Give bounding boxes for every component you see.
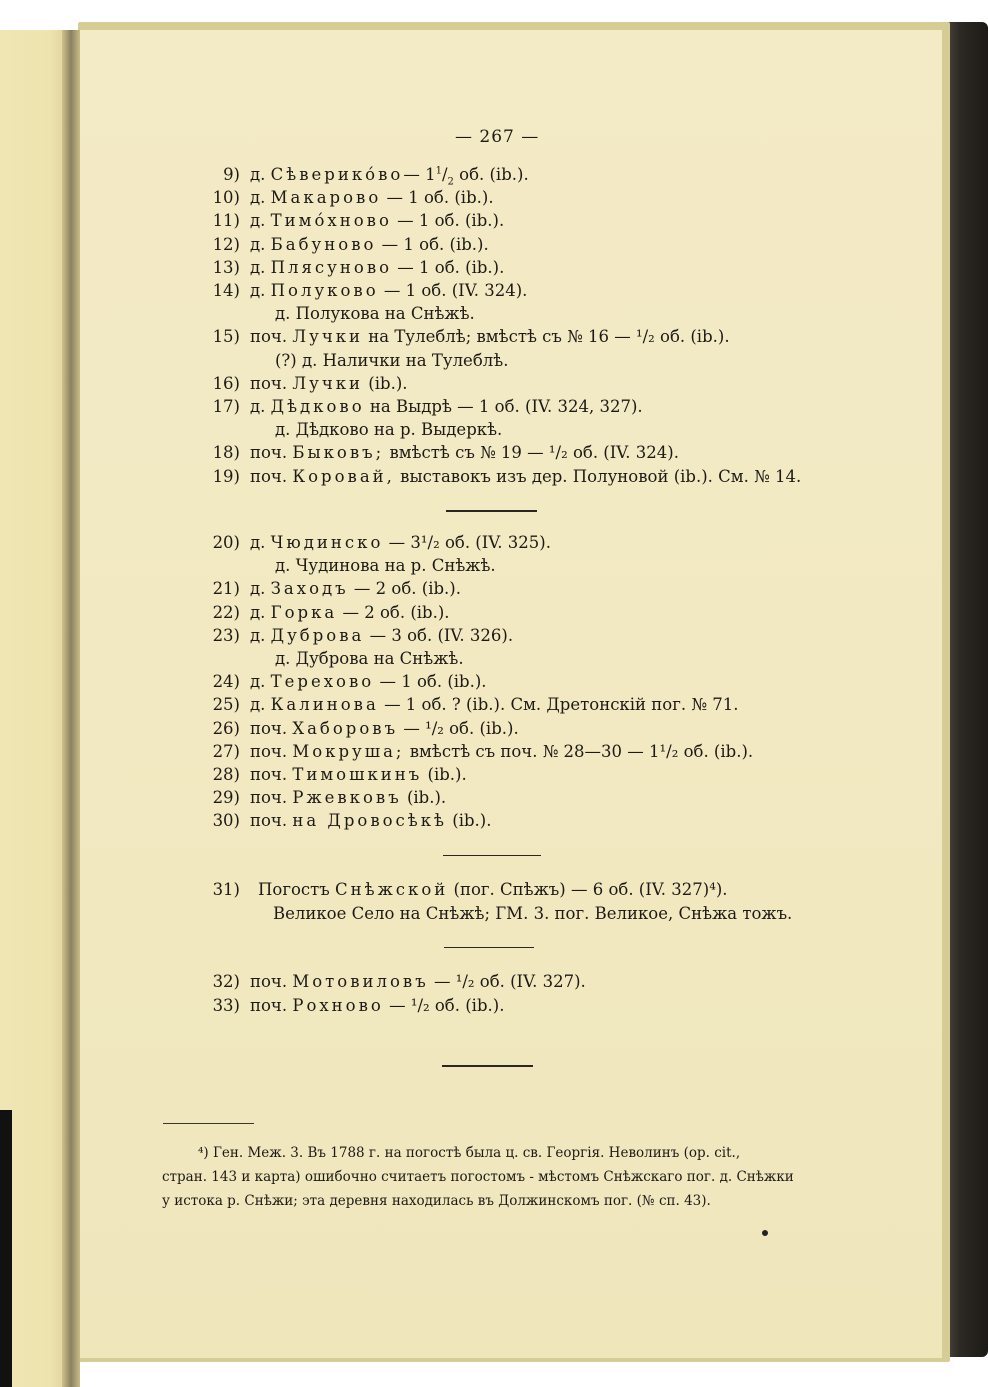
entry-number: 19): [212, 466, 240, 486]
entry-details: (ib.).: [368, 373, 408, 393]
place-name: Плясуново: [270, 257, 393, 277]
place-name: Чюдинско: [270, 533, 384, 552]
entry-number: 29): [212, 788, 240, 808]
entry-type: поч.: [250, 718, 288, 738]
entry-details: — 1 об. (ib.).: [379, 672, 487, 692]
entry-text: [250, 395, 643, 419]
place-name: Лучки: [292, 327, 364, 347]
entry-details: (ib.).: [406, 788, 447, 808]
list-item: [0, 441, 988, 465]
entry-details: вмѣстѣ съ поч. № 28—30 — 1¹/₂ об. (ib.).: [409, 741, 754, 761]
entry-type: д.: [250, 695, 266, 715]
footnote-rule: [163, 1123, 254, 1124]
entry-text: [250, 786, 446, 810]
entry-text: [250, 601, 450, 625]
entry-number: 16): [212, 373, 240, 393]
entry-number: 10): [212, 188, 240, 208]
list-item: [0, 209, 988, 233]
place-name: Калинова: [270, 695, 379, 715]
entry-number: 26): [212, 718, 240, 738]
list-item: [0, 186, 988, 210]
place-name: Снѣжской: [335, 880, 449, 899]
entry-details: — 3 об. (IV. 326).: [369, 625, 514, 645]
entry-number: 17): [212, 397, 240, 416]
entry-details: — 1 об. (ib.).: [397, 257, 505, 277]
entry-text: [250, 186, 494, 210]
ink-dot: [762, 1230, 768, 1236]
list-item: [0, 233, 988, 257]
entry-text: [250, 717, 519, 741]
list-item: [0, 395, 988, 419]
list-item: [0, 372, 988, 396]
entry-note: Великое Село на Снѣжѣ; ГМ. 3. пог. Великое, Снѣжа тожъ.: [273, 904, 793, 923]
entry-details: — ¹/₂ об. (ib.).: [389, 996, 505, 1015]
entry-text: [250, 994, 504, 1018]
entry-type: д.: [250, 397, 266, 416]
fraction-num: 1: [435, 165, 442, 177]
place-name: Дуброва: [270, 625, 365, 645]
entry-details: вмѣстѣ съ № 19 — ¹/₂ об. (IV. 324).: [389, 443, 679, 463]
entry-type: д.: [250, 625, 266, 645]
entry-number: 14): [212, 281, 240, 300]
entry-text: [250, 441, 679, 465]
entry-text: [250, 809, 491, 833]
entry-number: 22): [212, 602, 240, 622]
list-item: [0, 717, 988, 741]
entry-details: — 1 об. ? (ib.). См. Дретонскій пог. № 71.: [384, 695, 739, 715]
section-divider: [446, 510, 537, 512]
entry-number: 25): [212, 695, 240, 715]
entry-type: поч.: [250, 811, 288, 831]
entry-text: [250, 531, 551, 555]
entry-type: поч.: [250, 443, 288, 463]
footnote-line: у истока р. Снѣжи; эта деревня находилась въ Должинскомъ пог. (№ сп. 43).: [162, 1193, 711, 1209]
list-item: [0, 809, 988, 833]
entry-type: поч.: [250, 327, 288, 347]
entry-text: [250, 256, 504, 280]
entry-number: 24): [212, 672, 240, 692]
entry-details: — 2 об. (ib.).: [342, 602, 450, 622]
entry-text: [250, 233, 489, 257]
entry-details: — 3¹/₂ об. (IV. 325).: [388, 533, 551, 552]
list-item: [0, 970, 988, 994]
place-name: Горка: [270, 602, 338, 622]
entry-text: [250, 372, 408, 396]
entry-text: [250, 763, 467, 787]
list-item: [0, 577, 988, 601]
entry-text: [250, 465, 801, 489]
entry-details: (пог. Спѣжъ) — 6 об. (IV. 327)⁴).: [453, 880, 728, 899]
entry-details: — 1 об. (ib.).: [397, 211, 505, 231]
entry-type: поч.: [250, 373, 288, 393]
entry-details: — ¹/₂ об. (ib.).: [403, 718, 519, 738]
entry-number: 23): [212, 625, 240, 645]
entry-details: — 1 об. (ib.).: [381, 234, 489, 254]
entry-text: [250, 325, 730, 349]
entry-text: [250, 693, 738, 717]
entry-number: 20): [212, 533, 240, 552]
entry-details: — 2 об. (ib.).: [353, 579, 461, 599]
list-item: [0, 878, 988, 902]
place-name: Мокруша;: [292, 741, 405, 761]
list-item: [0, 256, 988, 280]
entry-type: поч.: [250, 996, 288, 1015]
entry-number: 18): [212, 443, 240, 463]
entry-number: 32): [212, 972, 240, 991]
place-name: Тимо́хново: [270, 211, 392, 231]
entry-type: д.: [250, 188, 266, 208]
entry-type: д.: [250, 165, 266, 184]
entry-type: поч.: [250, 788, 288, 808]
entry-text: [250, 670, 487, 694]
entry-details: — 1 об. (ib.).: [386, 188, 494, 208]
entry-type: д.: [250, 234, 266, 254]
list-item: [0, 325, 988, 349]
entry-note: д. Чудинова на р. Снѣжѣ.: [275, 556, 496, 576]
entry-type: Погостъ: [258, 880, 330, 899]
place-name: Терехово: [270, 672, 375, 692]
entry-text: [250, 970, 586, 994]
entry-type: д.: [250, 672, 266, 692]
entry-note: (?) д. Налички на Тулеблѣ.: [275, 350, 509, 370]
entry-type: поч.: [250, 765, 288, 784]
entry-text: [250, 740, 753, 764]
entry-number: 12): [212, 234, 240, 254]
entry-note: д. Полукова на Снѣжѣ.: [275, 304, 475, 324]
footnote-line: стран. 143 и карта) ошибочно считаетъ погостомъ - мѣстомъ Снѣжскаго пог. д. Снѣжки: [162, 1169, 794, 1185]
entry-text: д. Сѣверико́во— $1^1/_2$ об. (ib.).: [250, 165, 529, 188]
entry-number: 13): [212, 257, 240, 277]
place-name: Тимошкинъ: [292, 765, 423, 784]
place-name: Бабуново: [270, 234, 377, 254]
list-item: [0, 763, 988, 787]
list-item: [0, 994, 988, 1018]
place-name: Полуково: [270, 281, 379, 300]
entry-details: выставокъ изъ дер. Полуновой (ib.). См. № 14.: [400, 466, 802, 486]
list-item: [0, 601, 988, 625]
place-name: Макарово: [270, 188, 382, 208]
place-name: Быковъ;: [292, 443, 385, 463]
entry-type: д.: [250, 579, 266, 599]
entry-type: д.: [250, 602, 266, 622]
entry-type: поч.: [250, 972, 288, 991]
place-name: Дѣдково: [270, 397, 365, 416]
entry-details: на Тулеблѣ; вмѣстѣ съ № 16 — ¹/₂ об. (ib.).: [368, 327, 730, 347]
place-name: на Дровосѣкѣ: [292, 811, 448, 831]
entry-details: (ib.).: [452, 811, 492, 831]
entry-note: д. Дуброва на Снѣжѣ.: [275, 649, 464, 668]
entry-number: 9): [223, 165, 240, 184]
entry-number: 30): [212, 811, 240, 831]
place-name: Сѣверико́во: [270, 165, 404, 184]
place-name: Заходъ: [270, 579, 349, 599]
list-item: [0, 279, 988, 303]
list-item: [0, 786, 988, 810]
entry-number: 31): [212, 880, 240, 899]
entry-type: д.: [250, 211, 266, 231]
place-name: Мотовиловъ: [292, 972, 429, 991]
entry-number: 27): [212, 741, 240, 761]
list-item: [0, 693, 988, 717]
list-item: [0, 163, 988, 187]
entry-type: д.: [250, 281, 266, 300]
entry-text: [250, 577, 461, 601]
entry-details: на Выдрѣ — 1 об. (IV. 324, 327).: [369, 397, 643, 416]
end-rule: [442, 1065, 533, 1067]
list-item: [0, 670, 988, 694]
place-name: Лучки: [292, 373, 364, 393]
list-item: [0, 465, 988, 489]
place-name: Хаборовъ: [292, 718, 399, 738]
entry-type: поч.: [250, 466, 288, 486]
page-number: — 267 —: [455, 127, 540, 147]
entry-text: [250, 624, 513, 648]
entry-details: об. (ib.).: [459, 165, 529, 184]
section-divider: [443, 855, 541, 856]
entry-number: 33): [212, 996, 240, 1015]
list-item: [0, 531, 988, 555]
entry-type: д.: [250, 257, 266, 277]
entry-count: — 1: [403, 165, 436, 184]
list-item: [0, 624, 988, 648]
entry-note: д. Дѣдково на р. Выдеркѣ.: [275, 420, 503, 440]
entry-text: [250, 209, 504, 233]
footnote-line: ⁴) Ген. Меж. 3. Въ 1788 г. на погостѣ была ц. св. Георгія. Неволинъ (ор. cit.,: [198, 1145, 741, 1161]
entry-number: 21): [212, 579, 240, 599]
entry-text: [258, 878, 728, 902]
entry-text: [250, 279, 527, 303]
entry-details: — 1 об. (IV. 324).: [383, 281, 528, 300]
entry-type: поч.: [250, 741, 288, 761]
place-name: Рохново: [292, 996, 384, 1015]
entry-number: 28): [212, 765, 240, 784]
entry-details: — ¹/₂ об. (IV. 327).: [433, 972, 586, 991]
fraction-den: 2: [447, 176, 454, 188]
section-divider: [444, 947, 534, 948]
entry-number: 15): [212, 327, 240, 347]
place-name: Коровай,: [292, 466, 395, 486]
entry-number: 11): [212, 211, 240, 231]
entry-type: д.: [250, 533, 266, 552]
entry-details: (ib.).: [427, 765, 467, 784]
list-item: [0, 740, 988, 764]
place-name: Ржевковъ: [292, 788, 402, 808]
